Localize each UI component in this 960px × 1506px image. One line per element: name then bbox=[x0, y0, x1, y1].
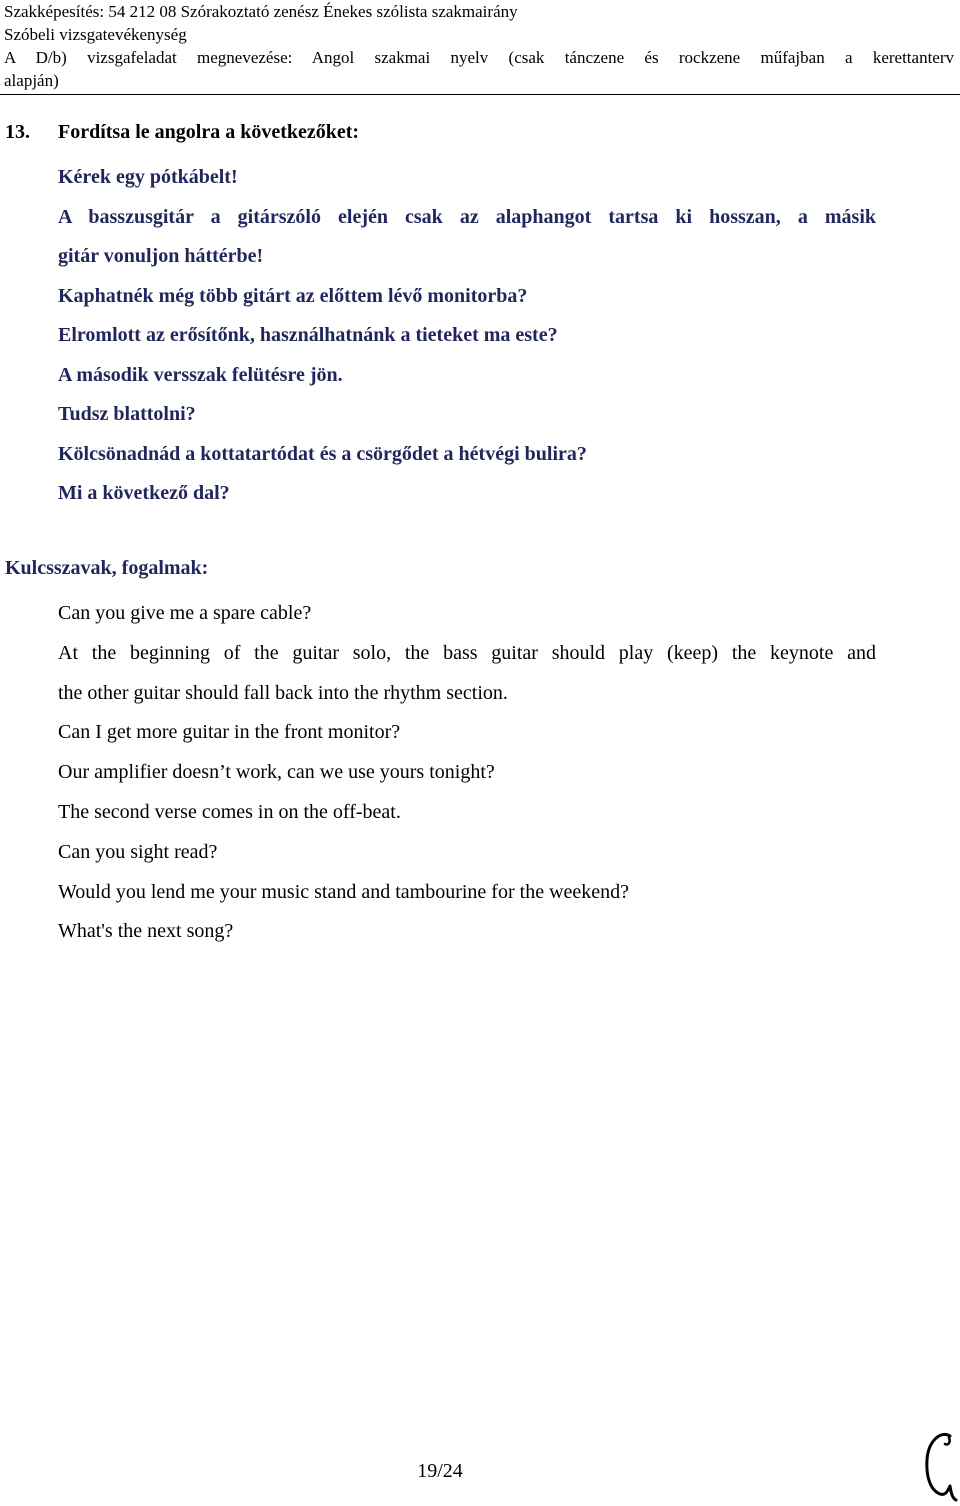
header-task-name-continued: alapján) bbox=[4, 71, 59, 90]
english-sentence bbox=[58, 634, 876, 714]
page-number: 19/24 bbox=[417, 1460, 463, 1482]
english-answer-list bbox=[58, 594, 876, 952]
header-divider bbox=[0, 94, 960, 95]
english-sentence: Our amplifier doesn’t work, can we use yours tonight? bbox=[58, 761, 495, 784]
hungarian-sentence-line: gitár vonuljon háttérbe! bbox=[58, 245, 264, 267]
hungarian-sentence: Elromlott az erősítőnk, használhatnánk a tieteket ma este? bbox=[58, 324, 558, 346]
hungarian-sentence: Kaphatnék még több gitárt az előttem lévő monitorba? bbox=[58, 284, 528, 307]
hungarian-sentence: A második versszak felütésre jön. bbox=[58, 363, 343, 386]
hungarian-sentence bbox=[58, 198, 876, 277]
header-exam-type: Szóbeli vizsgatevékenység bbox=[4, 25, 187, 44]
english-sentence: The second verse comes in on the off-beat. bbox=[58, 800, 401, 823]
english-sentence: Can you give me a spare cable? bbox=[58, 602, 312, 624]
header-task-name: A D/b) vizsgafeladat megnevezése: Angol szakmai nyelv (csak tánczene és rockzene műfajban a kerettanterv bbox=[4, 48, 954, 67]
document-header bbox=[4, 0, 954, 92]
header-qualification: Szakképesítés: 54 212 08 Szórakoztató zenész Énekes szólista szakmairány bbox=[4, 2, 518, 21]
hungarian-sentence: Mi a következő dal? bbox=[58, 482, 230, 504]
hungarian-sentence-line: A basszusgitár a gitárszóló elején csak az alaphangot tartsa ki hosszan, a másik bbox=[58, 205, 876, 228]
english-sentence: Would you lend me your music stand and tambourine for the weekend? bbox=[58, 880, 630, 903]
task-number: 13. bbox=[5, 121, 30, 143]
english-sentence: Can I get more guitar in the front monitor? bbox=[58, 721, 401, 744]
handwritten-logo-icon bbox=[918, 1428, 958, 1504]
keywords-heading: Kulcsszavak, fogalmak: bbox=[5, 557, 209, 579]
hungarian-sentence: Kölcsönadnád a kottatartódat és a csörgődet a hétvégi bulira? bbox=[58, 442, 587, 465]
hungarian-sentence-list bbox=[58, 158, 876, 514]
english-sentence-line: the other guitar should fall back into the rhythm section. bbox=[58, 681, 508, 704]
hungarian-sentence: Kérek egy pótkábelt! bbox=[58, 166, 238, 188]
hungarian-sentence: Tudsz blattolni? bbox=[58, 403, 196, 425]
english-sentence: What's the next song? bbox=[58, 920, 234, 943]
english-sentence: Can you sight read? bbox=[58, 840, 218, 863]
task-title: Fordítsa le angolra a következőket: bbox=[58, 121, 360, 143]
english-sentence-line: At the beginning of the guitar solo, the bass guitar should play (keep) the keynote and bbox=[58, 641, 876, 664]
